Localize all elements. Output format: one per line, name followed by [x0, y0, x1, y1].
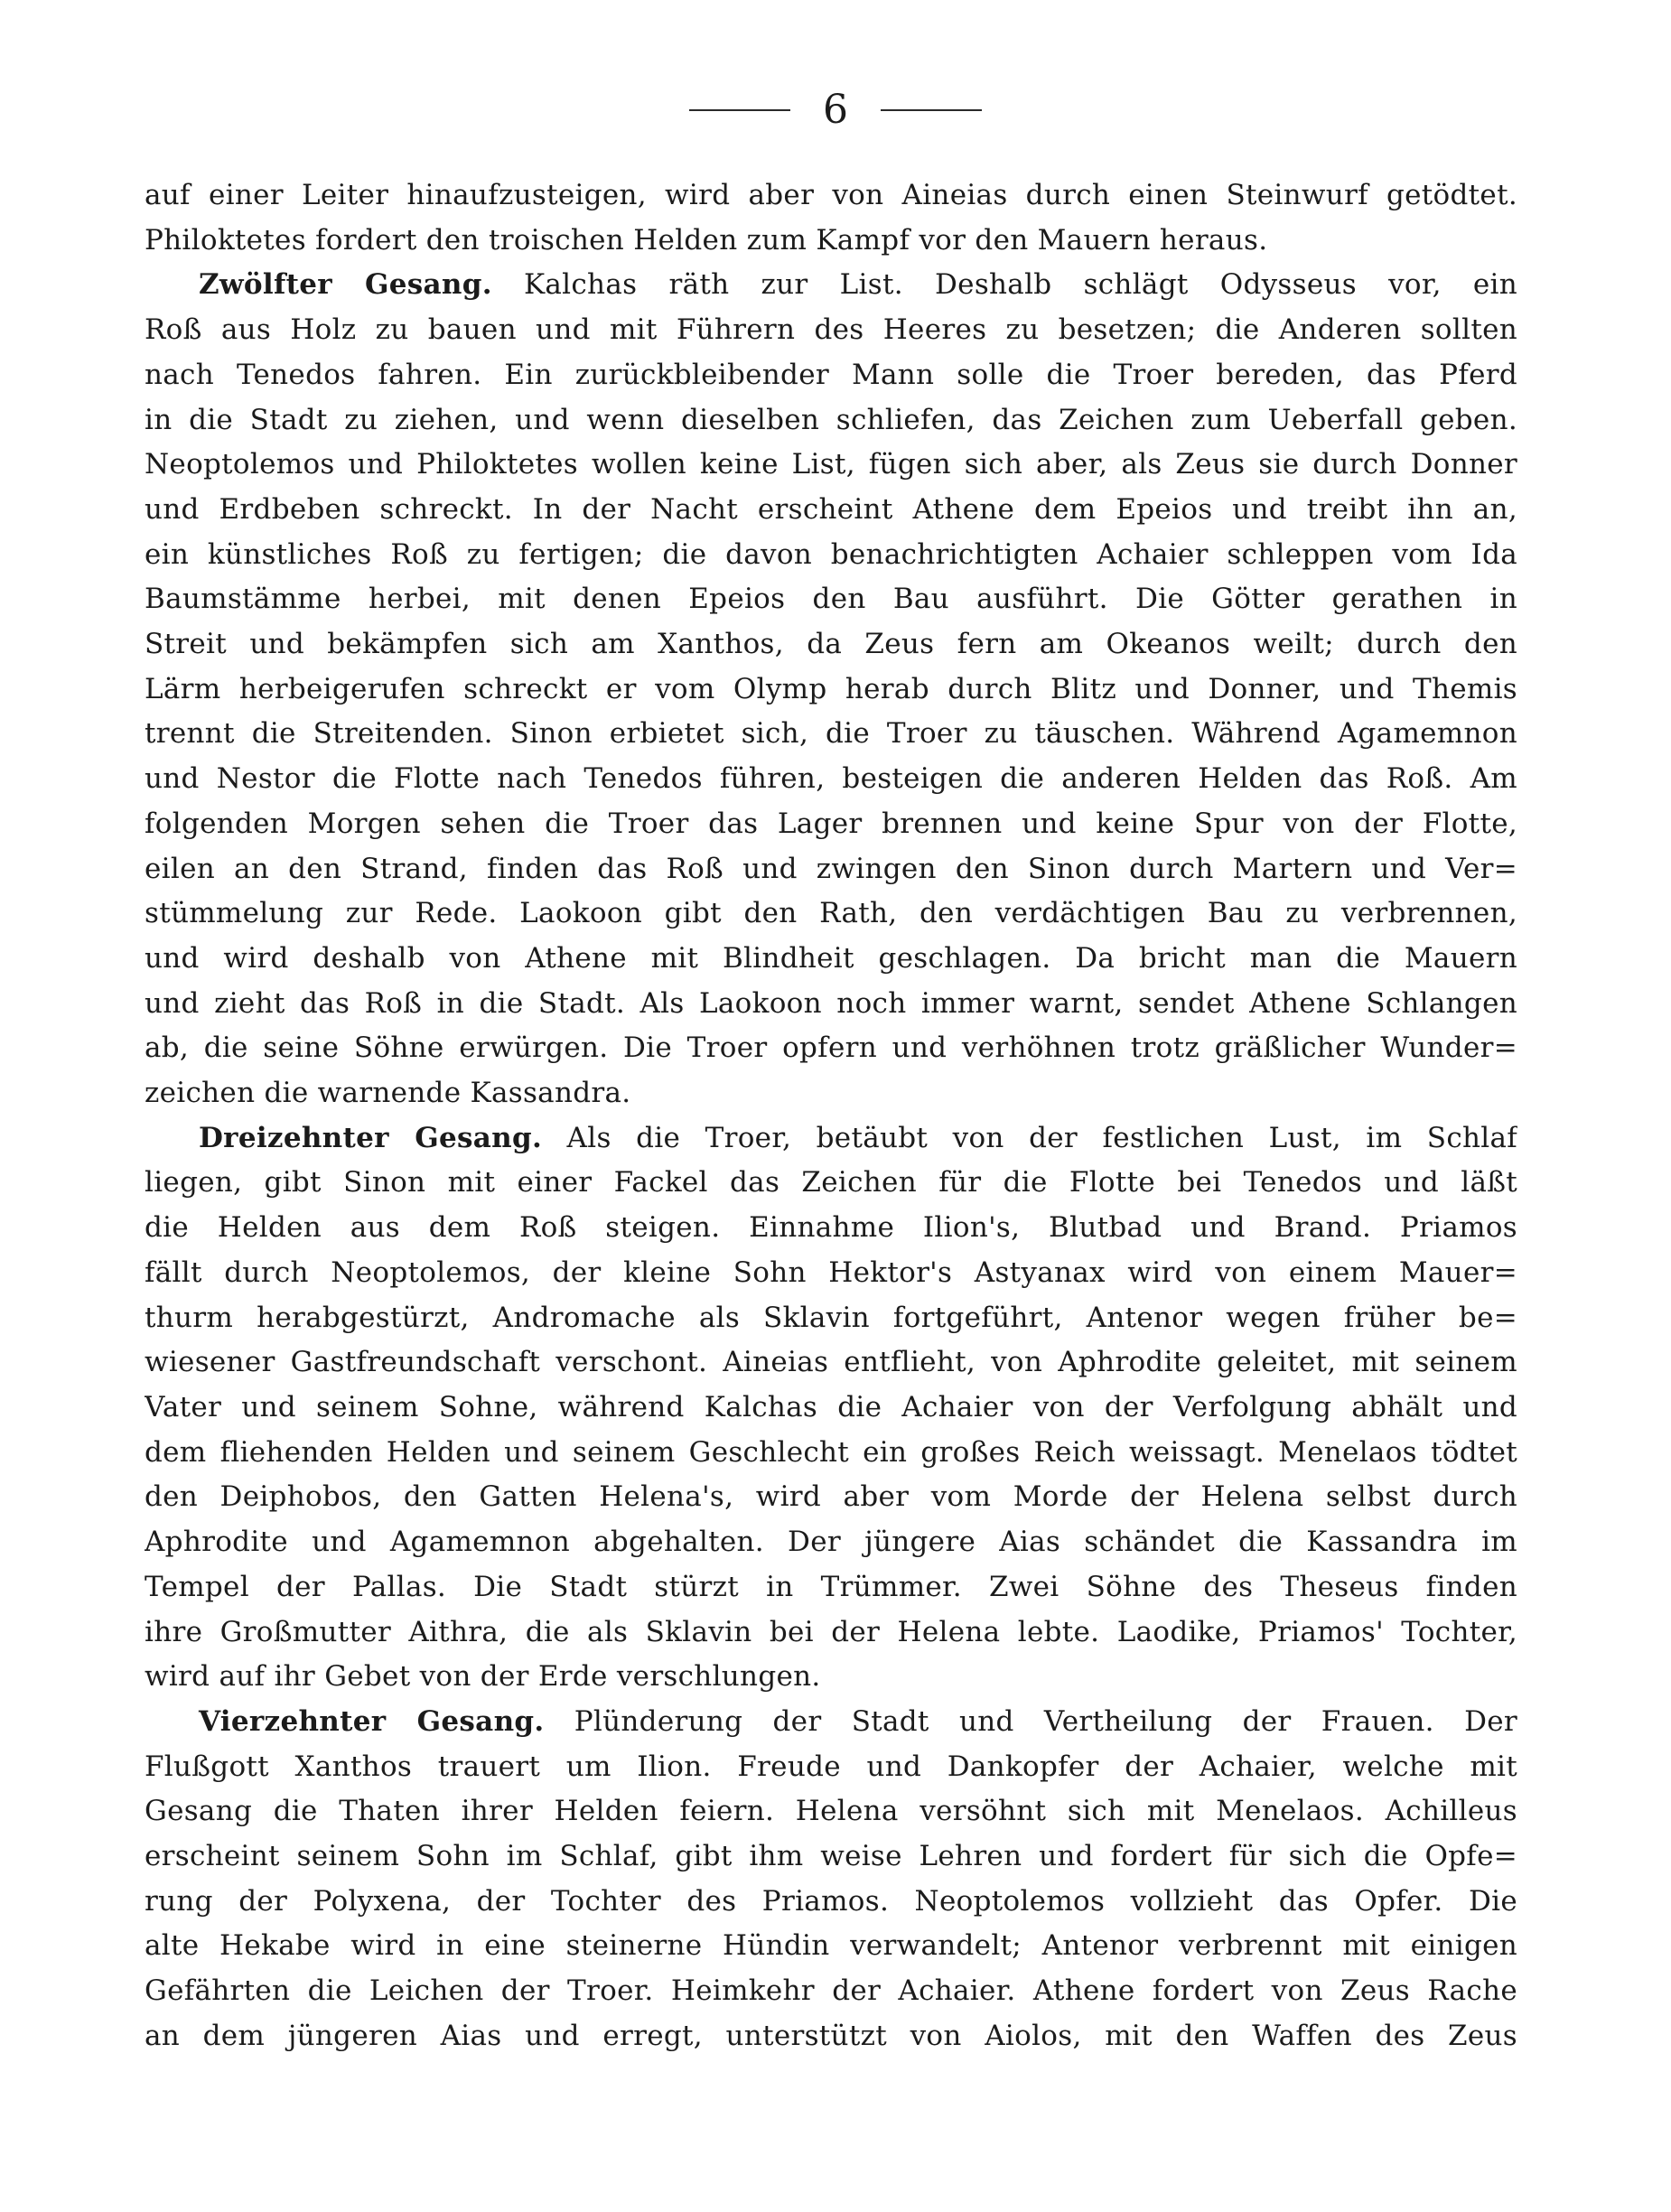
text-line: Gesang die Thaten ihrer Helden feiern. Helena versöhnt sich mit Menelaos. Achilleus — [145, 1795, 1517, 1828]
text-line: stümmelung zur Rede. Laokoon gibt den Rath, den verdächtigen Bau zu verbrennen, — [145, 897, 1517, 930]
text-line: Philoktetes fordert den troischen Helden zum Kampf vor den Mauern heraus. — [145, 223, 1268, 257]
text-line: folgenden Morgen sehen die Troer das Lager brennen und keine Spur von der Flotte, — [145, 807, 1517, 840]
text-line: und wird deshalb von Athene mit Blindheit geschlagen. Da bricht man die Mauern — [145, 941, 1517, 975]
text-line: wird auf ihr Gebet von der Erde verschlungen. — [145, 1660, 821, 1694]
text-line: wiesener Gastfreundschaft verschont. Aineias entflieht, von Aphrodite geleitet, mit seinem — [145, 1346, 1517, 1379]
text-line: an dem jüngeren Aias und erregt, unterstützt von Aiolos, mit den Waffen des Zeus — [145, 2019, 1517, 2052]
text-line: erscheint seinem Sohn im Schlaf, gibt ihm weise Lehren und fordert für sich die Opfe= — [145, 1840, 1517, 1873]
text-line: auf einer Leiter hinaufzusteigen, wird aber von Aineias durch einen Steinwurf getödtet. — [145, 179, 1517, 211]
text-line: thurm herabgestürzt, Andromache als Sklavin fortgeführt, Antenor wegen früher be= — [145, 1301, 1517, 1334]
heading-line-rest: Als die Troer, betäubt von der festlichen Lust, im Schlaf — [566, 1121, 1517, 1154]
header-rule-left — [689, 109, 790, 111]
text-line: liegen, gibt Sinon mit einer Fackel das Zeichen für die Flotte bei Tenedos und läßt — [145, 1166, 1517, 1199]
text-line: Gefährten die Leichen der Troer. Heimkehr der Achaier. Athene fordert von Zeus Rache — [145, 1974, 1517, 2008]
text-line: Vater und seinem Sohne, während Kalchas die Achaier von der Verfolgung abhält und — [145, 1390, 1517, 1423]
text-line: rung der Polyxena, der Tochter des Priamos. Neoptolemos vollzieht das Opfer. Die — [145, 1884, 1517, 1918]
text-line: Flußgott Xanthos trauert um Ilion. Freude und Dankopfer der Achaier, welche mit — [145, 1750, 1517, 1783]
text-line — [145, 1700, 1517, 1745]
text-line: ab, die seine Söhne erwürgen. Die Troer opfern und verhöhnen trotz gräßlicher Wunder= — [145, 1031, 1517, 1065]
text-line: Lärm herbeigerufen schreckt er vom Olymp herab durch Blitz und Donner, und Themis — [145, 672, 1517, 705]
text-line: alte Hekabe wird in eine steinerne Hündin verwandelt; Antenor verbrennt mit einigen — [145, 1929, 1517, 1963]
text-line: Roß aus Holz zu bauen und mit Führern des Heeres zu besetzen; die Anderen sollten — [145, 313, 1517, 347]
text-line — [145, 263, 1517, 308]
canto-heading: Vierzehnter Gesang. — [199, 1704, 545, 1738]
text-line: und Nestor die Flotte nach Tenedos führen, besteigen die anderen Helden das Roß. Am — [145, 762, 1517, 796]
text-line: zeichen die warnende Kassandra. — [145, 1077, 631, 1110]
text-line: eilen an den Strand, finden das Roß und zwingen den Sinon durch Martern und Ver= — [145, 852, 1517, 885]
text-line: und Erdbeben schreckt. In der Nacht erscheint Athene dem Epeios und treibt ihn an, — [145, 492, 1517, 526]
text-line: die Helden aus dem Roß steigen. Einnahme Ilion's, Blutbad und Brand. Priamos — [145, 1211, 1517, 1245]
text-line: Aphrodite und Agamemnon abgehalten. Der jüngere Aias schändet die Kassandra im — [145, 1526, 1517, 1559]
text-line: Baumstämme herbei, mit denen Epeios den Bau ausführt. Die Götter gerathen in — [145, 583, 1517, 616]
paragraph-continuation — [145, 173, 1517, 263]
text-line: Tempel der Pallas. Die Stadt stürzt in Trümmer. Zwei Söhne des Theseus finden — [145, 1570, 1517, 1603]
text-line: ein künstliches Roß zu fertigen; die davon benachrichtigten Achaier schleppen vom Ida — [145, 537, 1517, 571]
text-line: Neoptolemos und Philoktetes wollen keine List, fügen sich aber, als Zeus sie durch Donner — [145, 448, 1517, 481]
body-text — [145, 173, 1517, 2059]
canto-heading: Dreizehnter Gesang. — [199, 1121, 543, 1154]
paragraph-canto-14 — [145, 1700, 1517, 2059]
heading-line-rest: Plünderung der Stadt und Vertheilung der Frauen. Der — [574, 1704, 1517, 1738]
paragraph-canto-12 — [145, 263, 1517, 1115]
text-line: fällt durch Neoptolemos, der kleine Sohn Hektor's Astyanax wird von einem Mauer= — [145, 1255, 1517, 1289]
text-line: in die Stadt zu ziehen, und wenn dieselben schliefen, das Zeichen zum Ueberfall geben. — [145, 403, 1517, 436]
text-line: trennt die Streitenden. Sinon erbietet sich, die Troer zu täuschen. Während Agamemnon — [145, 717, 1517, 751]
text-line: und zieht das Roß in die Stadt. Als Laokoon noch immer warnt, sendet Athene Schlangen — [145, 986, 1517, 1020]
text-line: nach Tenedos fahren. Ein zurückbleibender Mann solle die Troer bereden, das Pferd — [145, 358, 1517, 391]
page-header — [0, 83, 1671, 137]
text-line: ihre Großmutter Aithra, die als Sklavin bei der Helena lebte. Laodike, Priamos' Tochter, — [145, 1615, 1517, 1648]
page-number: 6 — [823, 87, 848, 133]
paragraph-canto-13 — [145, 1116, 1517, 1700]
text-line: dem fliehenden Helden und seinem Geschlecht ein großes Reich weissagt. Menelaos tödtet — [145, 1435, 1517, 1469]
text-line: Streit und bekämpfen sich am Xanthos, da Zeus fern am Okeanos weilt; durch den — [145, 628, 1517, 661]
canto-heading: Zwölfter Gesang. — [199, 268, 492, 302]
text-line — [145, 1116, 1517, 1162]
text-line: den Deiphobos, den Gatten Helena's, wird aber vom Morde der Helena selbst durch — [145, 1480, 1517, 1514]
header-rule-right — [881, 109, 982, 111]
heading-line-rest: Kalchas räth zur List. Deshalb schlägt Odysseus vor, ein — [523, 268, 1517, 302]
